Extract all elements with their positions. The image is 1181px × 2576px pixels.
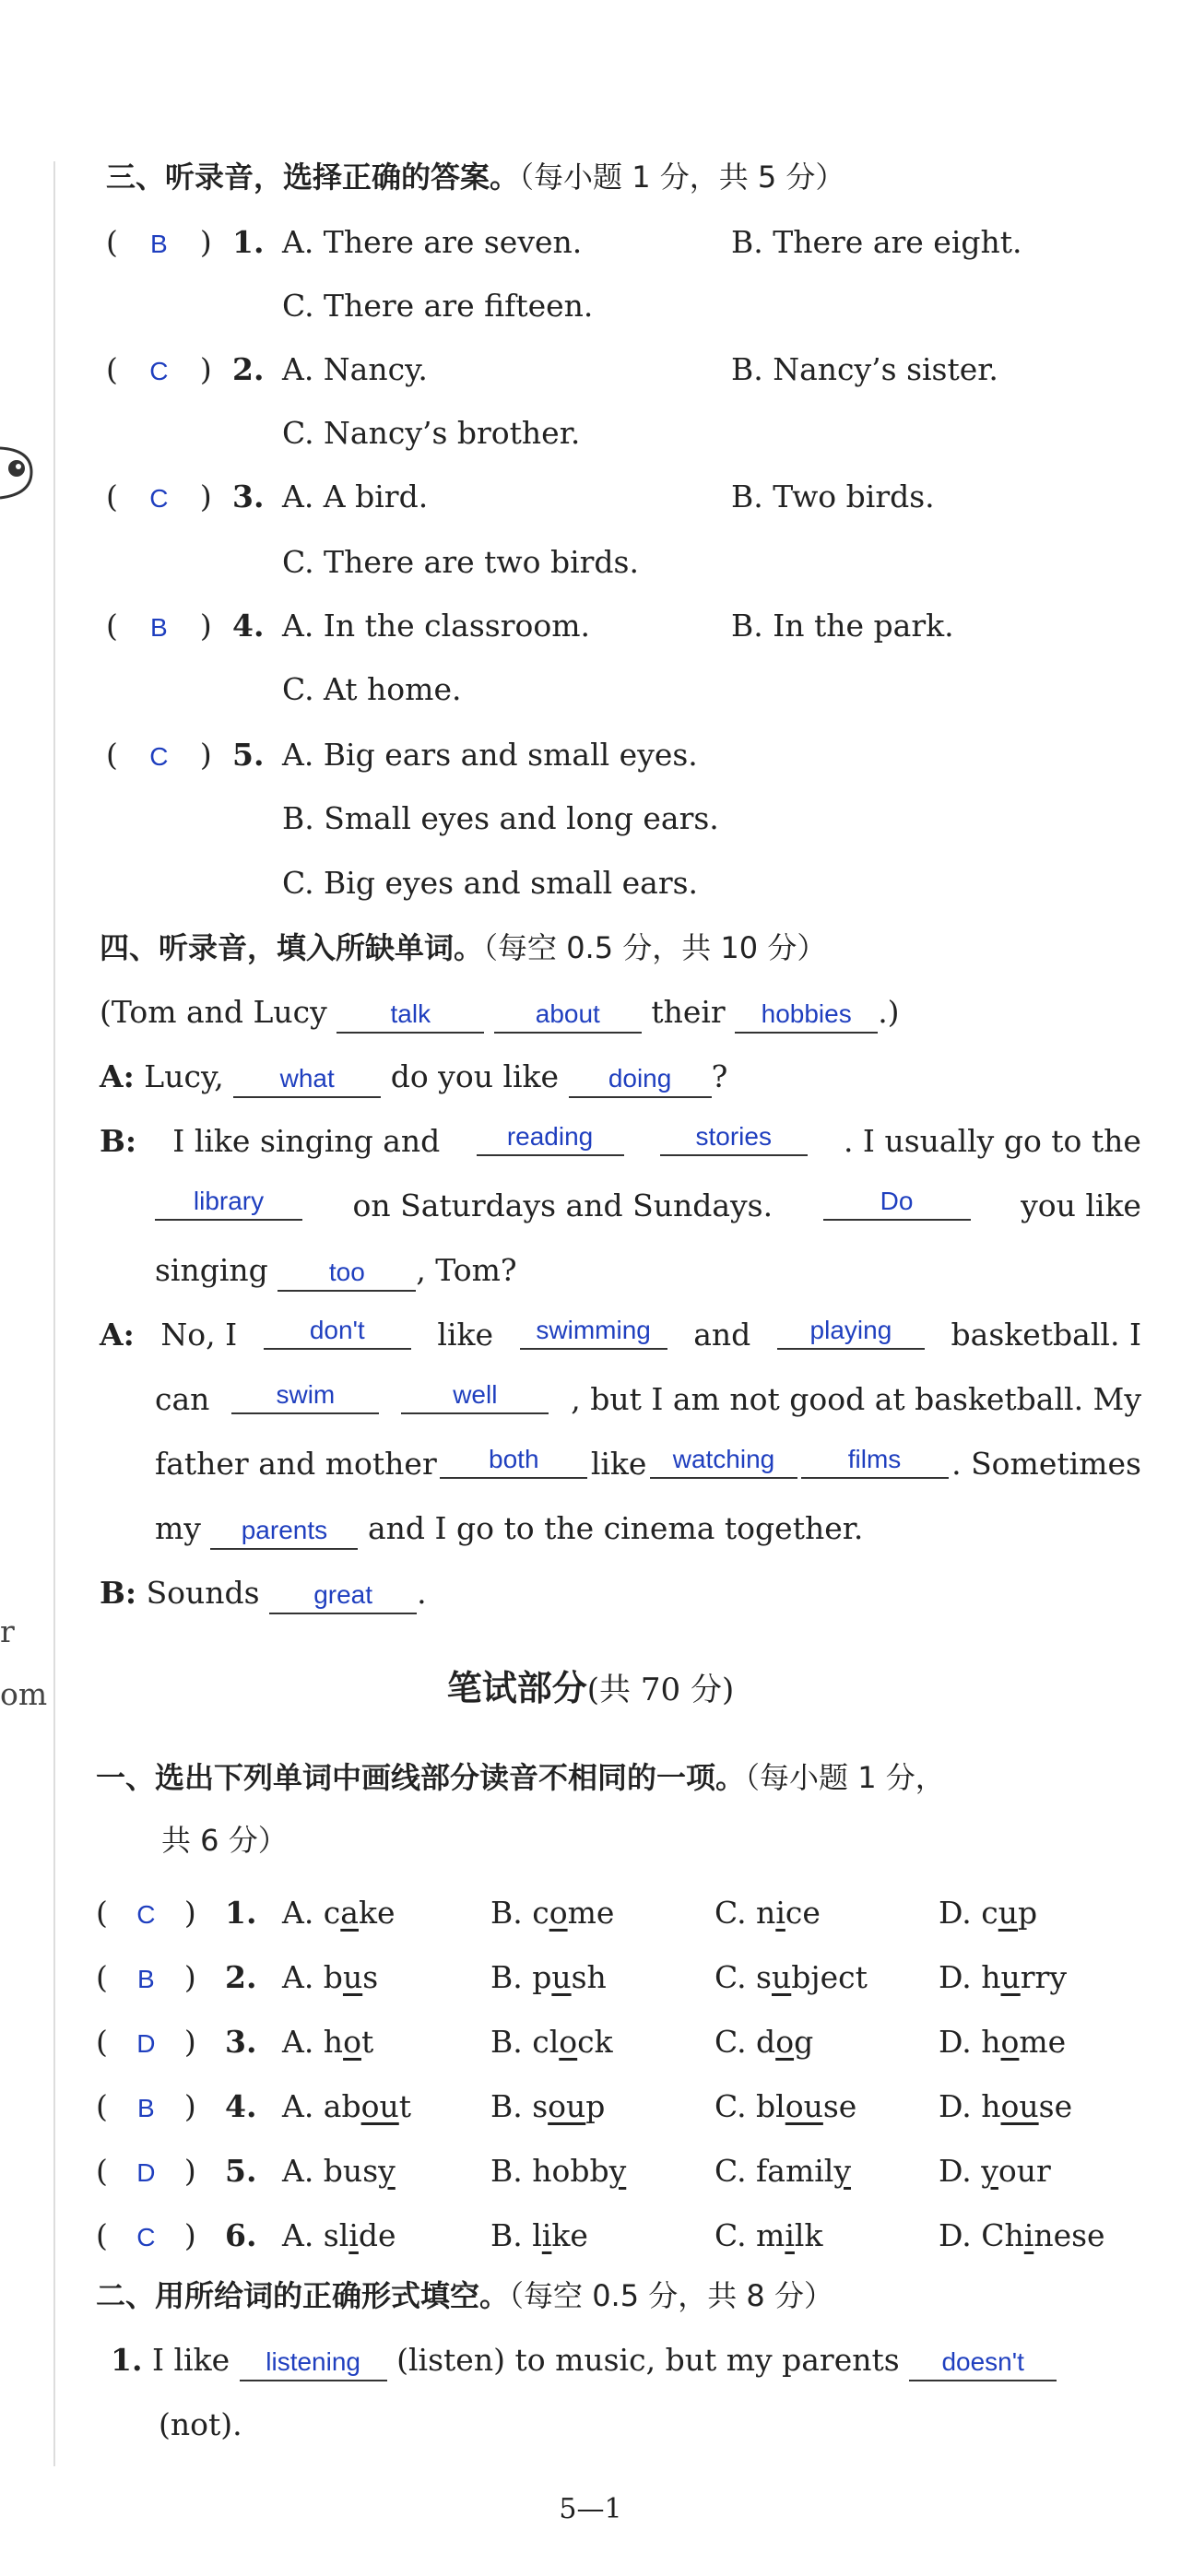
option-d xyxy=(939,1959,1067,1996)
question-number: 2. xyxy=(232,351,265,387)
option-a xyxy=(282,2088,411,2125)
word-part: ck xyxy=(577,2024,613,2060)
margin-eye-icon xyxy=(0,441,37,505)
blank-answer: reading xyxy=(477,1123,624,1156)
blank-answer: parents xyxy=(210,1517,358,1550)
line-text: , but I am not good at basketball. My xyxy=(571,1381,1141,1417)
line-text: . Sometimes xyxy=(951,1446,1141,1482)
dialog-line-7 xyxy=(155,1381,1141,1418)
option-b xyxy=(490,2217,588,2254)
answer-paren: ( D ) xyxy=(96,2024,196,2062)
dialog-line-6 xyxy=(100,1317,1141,1353)
answer-paren: ( C ) xyxy=(106,479,212,517)
word-part: C. n xyxy=(715,1895,776,1931)
option-d xyxy=(939,2217,1105,2254)
underlined-part: i xyxy=(348,2217,359,2253)
page-number: 5—1 xyxy=(559,2493,622,2525)
word-part: sh xyxy=(571,1959,607,1995)
word-part: s xyxy=(362,1959,379,1995)
answer-text: D xyxy=(136,2158,156,2187)
option-a: A. In the classroom. xyxy=(282,608,590,644)
word-part: ke xyxy=(551,2217,588,2253)
underlined-part: o xyxy=(1000,2024,1020,2060)
option-a: A. Big ears and small eyes. xyxy=(282,737,698,773)
word-part: our xyxy=(998,2153,1051,2189)
option-a: A. Nancy. xyxy=(282,351,428,387)
option-c: C. Nancy’s brother. xyxy=(282,415,581,451)
answer-paren: ( C ) xyxy=(106,351,212,390)
blank-answer: great xyxy=(269,1581,417,1614)
option-b: B. There are eight. xyxy=(731,224,1022,260)
word-part: de xyxy=(358,2217,396,2253)
word-part: D. xyxy=(939,2153,982,2189)
option-a: A. A bird. xyxy=(282,479,429,514)
word-part: me xyxy=(1019,2024,1067,2060)
blank-answer: don't xyxy=(264,1317,411,1350)
line-text: singing xyxy=(155,1252,268,1288)
line-text: on Saturdays and Sundays. xyxy=(352,1188,774,1223)
written-title-text: 笔试部分 xyxy=(446,1668,587,1708)
line-text: I like singing and xyxy=(172,1123,441,1159)
question-number: 4. xyxy=(232,608,265,644)
underlined-part: ou xyxy=(360,2088,399,2124)
blank-answer: stories xyxy=(660,1123,808,1156)
blank-answer: films xyxy=(801,1446,949,1479)
line-text: (Tom and Lucy xyxy=(100,994,327,1030)
word-part: C. s xyxy=(715,1959,772,1995)
section3-heading xyxy=(106,159,844,195)
blank-answer: what xyxy=(233,1065,381,1098)
question-number: 5. xyxy=(225,2153,257,2189)
answer-paren: ( B ) xyxy=(106,224,212,263)
margin-text-1: r xyxy=(0,1613,15,1649)
word-part: rry xyxy=(1020,1959,1067,1995)
blank-answer: Do xyxy=(823,1188,971,1221)
option-a xyxy=(282,1895,396,1932)
option-c xyxy=(715,2088,856,2125)
section4-title: 四、听录音，填入所缺单词。 xyxy=(100,930,484,965)
underlined-part: y xyxy=(378,2153,396,2189)
word-part: C. famil xyxy=(715,2153,834,2189)
underlined-part: i xyxy=(775,1895,785,1931)
word-part: p xyxy=(1018,1895,1038,1931)
underlined-part: y xyxy=(981,2153,998,2189)
answer-text: B xyxy=(150,230,168,258)
word-part: A. ab xyxy=(282,2088,361,2124)
underlined-part: i xyxy=(785,2217,795,2253)
question-number: 5. xyxy=(232,737,265,773)
word-part: t xyxy=(398,2088,412,2124)
option-b xyxy=(490,2024,613,2061)
word-part: A. bus xyxy=(282,2153,379,2189)
option-d xyxy=(939,2024,1066,2061)
underlined-part: y xyxy=(608,2153,627,2189)
blank-answer: both xyxy=(440,1446,587,1479)
blank-answer: swim xyxy=(231,1381,379,1414)
line-text: my xyxy=(155,1510,201,1546)
word-part: nese xyxy=(1033,2217,1105,2253)
line-text: Lucy, xyxy=(144,1058,224,1094)
word-part: ke xyxy=(358,1895,396,1931)
answer-text: B xyxy=(137,2094,155,2122)
option-b: B. Two birds. xyxy=(731,479,935,514)
line-text: and I go to the cinema together. xyxy=(367,1510,864,1546)
underlined-part: i xyxy=(541,2217,552,2253)
word-part: B. s xyxy=(490,2088,549,2124)
answer-text: C xyxy=(149,357,169,385)
answer-paren: ( D ) xyxy=(96,2153,196,2192)
margin-rule xyxy=(53,161,55,2466)
word-part: B. cl xyxy=(490,2024,560,2060)
part2-heading xyxy=(96,2277,833,2314)
line-text: . I usually go to the xyxy=(843,1123,1141,1159)
section3-title: 三、听录音，选择正确的答案。 xyxy=(106,160,520,195)
word-part: ce xyxy=(785,1895,821,1931)
option-a xyxy=(282,2217,396,2254)
underlined-part: u xyxy=(551,1959,572,1995)
section3-note: （每小题 1 分，共 5 分） xyxy=(519,160,845,195)
line-text: .) xyxy=(878,994,900,1030)
answer-text: C xyxy=(136,1900,156,1929)
option-a xyxy=(282,2153,396,2190)
underlined-part: ou xyxy=(785,2088,823,2124)
option-c: C. There are two birds. xyxy=(282,544,639,580)
word-part: me xyxy=(567,1895,615,1931)
underlined-part: o xyxy=(559,2024,578,2060)
margin-text-2: om xyxy=(0,1676,48,1712)
blank-answer: swimming xyxy=(520,1317,667,1350)
option-b: B. Small eyes and long ears. xyxy=(282,800,719,836)
line-text: their xyxy=(651,994,726,1030)
option-c xyxy=(715,1959,868,1996)
dialog-line-3 xyxy=(100,1123,1141,1160)
answer-paren: ( B ) xyxy=(96,2088,196,2127)
option-d xyxy=(939,2088,1072,2125)
option-b xyxy=(490,2088,605,2125)
blank-answer: library xyxy=(155,1188,302,1221)
answer-text: B xyxy=(137,1965,155,1993)
question-number: 1. xyxy=(232,224,265,260)
line-text: can xyxy=(155,1381,210,1417)
word-part: D. h xyxy=(939,2088,1001,2124)
option-c: C. There are fifteen. xyxy=(282,288,594,324)
dialog-line-4 xyxy=(155,1188,1141,1224)
part1-note: （每小题 1 分， xyxy=(745,1760,945,1795)
word-part: p xyxy=(585,2088,606,2124)
speaker-label: B: xyxy=(100,1123,137,1159)
speaker-label: A: xyxy=(100,1058,135,1094)
word-part: D. h xyxy=(939,1959,1001,1995)
blank-answer: too xyxy=(278,1258,416,1292)
answer-paren: ( C ) xyxy=(106,737,212,775)
question-number: 3. xyxy=(225,2024,257,2060)
option-b xyxy=(490,1959,607,1996)
part2-title: 二、用所给词的正确形式填空。 xyxy=(96,2278,510,2313)
word-part: se xyxy=(1038,2088,1073,2124)
option-c xyxy=(715,2217,822,2254)
line-text: do you like xyxy=(390,1058,560,1094)
underlined-part: ou xyxy=(548,2088,586,2124)
word-part: t xyxy=(360,2024,374,2060)
line-text: ? xyxy=(711,1058,728,1094)
dialog-line-8 xyxy=(155,1446,1141,1483)
option-c: C. Big eyes and small ears. xyxy=(282,865,699,901)
line-text: like xyxy=(437,1317,494,1353)
word-part: D. h xyxy=(939,2024,1001,2060)
dialog-line-9 xyxy=(155,1510,863,1550)
part2-question-1 xyxy=(111,2342,1057,2381)
word-part: D. c xyxy=(939,1895,998,1931)
part1-heading xyxy=(96,1759,945,1796)
option-a: A. There are seven. xyxy=(282,224,583,260)
blank-answer: well xyxy=(401,1381,549,1414)
word-part: B. p xyxy=(490,1959,552,1995)
written-title-note: (共 70 分) xyxy=(586,1672,735,1708)
word-part: A. sl xyxy=(282,2217,349,2253)
blank-answer: doesn't xyxy=(909,2348,1057,2381)
word-part: bject xyxy=(791,1959,868,1995)
dialog-line-1 xyxy=(100,994,900,1034)
line-text: you like xyxy=(1021,1188,1141,1223)
word-part: A. b xyxy=(282,1959,343,1995)
line-text: , Tom? xyxy=(416,1252,517,1288)
option-d xyxy=(939,1895,1037,1932)
line-text: No, I xyxy=(160,1317,238,1353)
part2-question-1-cont xyxy=(159,2406,242,2443)
word-part: B. l xyxy=(490,2217,542,2253)
line-text: (not). xyxy=(159,2406,242,2442)
option-c: C. At home. xyxy=(282,671,462,707)
question-number: 6. xyxy=(225,2217,257,2253)
question-number: 2. xyxy=(225,1959,257,1995)
question-number: 3. xyxy=(232,479,265,514)
underlined-part: ou xyxy=(1000,2088,1039,2124)
question-number: 1. xyxy=(111,2342,143,2378)
word-part: C. m xyxy=(715,2217,785,2253)
option-c xyxy=(715,2024,813,2061)
dialog-line-5 xyxy=(155,1252,517,1292)
option-b xyxy=(490,1895,614,1932)
underlined-part: u xyxy=(1000,1959,1021,1995)
word-part: se xyxy=(822,2088,857,2124)
option-a xyxy=(282,2024,373,2061)
underlined-part: o xyxy=(775,2024,795,2060)
word-part: B. hobb xyxy=(490,2153,609,2189)
underlined-part: u xyxy=(998,1895,1019,1931)
answer-text: C xyxy=(136,2223,156,2251)
option-c xyxy=(715,1895,821,1932)
word-part: A. c xyxy=(282,1895,341,1931)
underlined-part: y xyxy=(833,2153,851,2189)
line-text: . xyxy=(417,1575,427,1611)
part2-note: （每空 0.5 分，共 8 分） xyxy=(509,2278,833,2313)
blank-answer: about xyxy=(494,1000,642,1034)
option-c xyxy=(715,2153,851,2190)
line-text: like xyxy=(590,1446,647,1482)
option-b xyxy=(490,2153,626,2190)
answer-text: D xyxy=(136,2029,156,2058)
dialog-line-2 xyxy=(100,1058,727,1098)
underlined-part: o xyxy=(549,1895,568,1931)
section4-heading xyxy=(100,929,826,966)
speaker-label: B: xyxy=(100,1575,137,1611)
blank-answer: watching xyxy=(650,1446,797,1479)
option-b: B. In the park. xyxy=(731,608,954,644)
speaker-label: A: xyxy=(100,1317,135,1353)
answer-paren: ( C ) xyxy=(96,1895,196,1933)
blank-answer: listening xyxy=(240,2348,387,2381)
blank-answer: talk xyxy=(337,1000,484,1034)
question-number: 4. xyxy=(225,2088,257,2124)
line-text: (listen) to music, but my parents xyxy=(396,2342,900,2378)
line-text: Sounds xyxy=(146,1575,260,1611)
question-number: 1. xyxy=(225,1895,257,1931)
answer-text: B xyxy=(150,613,168,642)
word-part: A. h xyxy=(282,2024,344,2060)
answer-paren: ( C ) xyxy=(96,2217,196,2256)
section4-note: （每空 0.5 分，共 10 分） xyxy=(483,930,827,965)
underlined-part: u xyxy=(342,1959,363,1995)
underlined-part: a xyxy=(340,1895,359,1931)
word-part: C. d xyxy=(715,2024,776,2060)
part1-heading-cont xyxy=(161,1822,288,1859)
answer-paren: ( B ) xyxy=(96,1959,196,1998)
blank-answer: hobbies xyxy=(735,1000,878,1034)
written-title xyxy=(0,1660,1181,1710)
part1-title: 一、选出下列单词中画线部分读音不相同的一项。 xyxy=(96,1760,746,1795)
word-part: D. Ch xyxy=(939,2217,1024,2253)
line-text: father and mother xyxy=(155,1446,437,1482)
line-text: I like xyxy=(151,2342,230,2378)
answer-paren: ( B ) xyxy=(106,608,212,646)
option-d xyxy=(939,2153,1051,2190)
line-text: basketball. I xyxy=(951,1317,1141,1353)
part1-note2: 共 6 分） xyxy=(161,1823,288,1858)
blank-answer: playing xyxy=(777,1317,925,1350)
line-text: and xyxy=(693,1317,751,1353)
option-b: B. Nancy’s sister. xyxy=(731,351,998,387)
answer-text: C xyxy=(149,484,169,513)
answer-text: C xyxy=(149,742,169,771)
word-part: C. bl xyxy=(715,2088,785,2124)
word-part: g xyxy=(794,2024,814,2060)
word-part: lk xyxy=(794,2217,823,2253)
word-part: B. c xyxy=(490,1895,549,1931)
option-a xyxy=(282,1959,378,1996)
dialog-line-10 xyxy=(100,1575,427,1614)
underlined-part: u xyxy=(772,1959,792,1995)
underlined-part: i xyxy=(1023,2217,1034,2253)
underlined-part: o xyxy=(343,2024,361,2060)
blank-answer: doing xyxy=(569,1065,712,1098)
